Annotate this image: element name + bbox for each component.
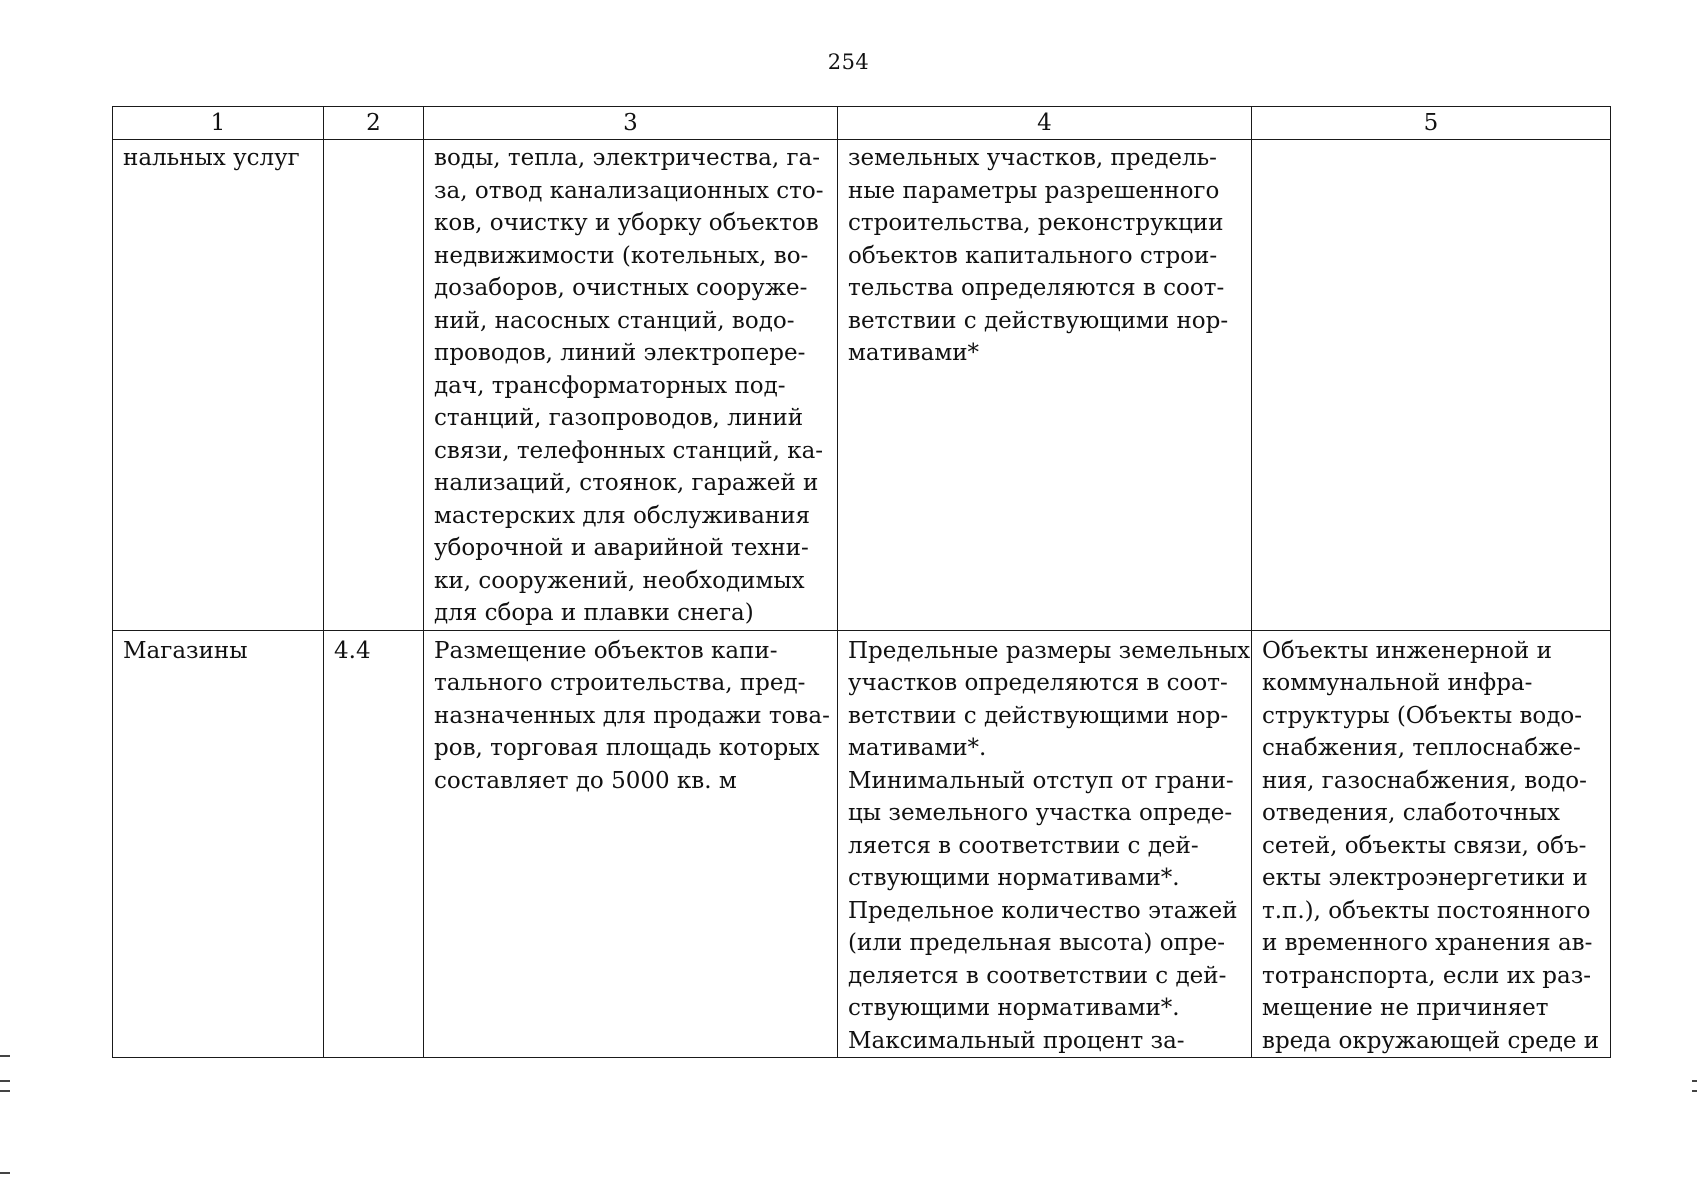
cell-use-name: [113, 140, 324, 631]
cell-text: воды, тепла, электричества, га- за, отвод канализационных сто- ков, очистку и уборку объектов недвижимости (котельных, во- дозаборов, очистных сооруже- ний, насосных станций, водо- проводов, линий электропере- дач, трансформаторных под- станций, газопроводов, линий связи, телефонных станций, ка- нализаций, стоянок, гаражей и мастерских для обслуживания уборочной и аварийной техни- ки, сооружений, необходимых для сбора и плавки снега): [434, 145, 824, 626]
column-header-3: 3: [424, 107, 838, 140]
column-header-5: 5: [1252, 107, 1611, 140]
cell-text: нальных услуг: [123, 145, 300, 171]
column-header-4: 4: [838, 107, 1252, 140]
cell-text: [324, 140, 423, 142]
cell-parameters: [838, 140, 1252, 631]
cell-text: земельных участков, предель- ные параметры разрешенного строительства, реконструкции объектов капитального строи- тельства определяются в соот- ветствии с действующими нор- мативами*: [848, 145, 1229, 366]
scan-margin-mark: [0, 1172, 10, 1174]
scan-margin-mark: [1692, 1090, 1697, 1092]
cell-use-description: [424, 630, 838, 1058]
table-header-row: [113, 107, 1611, 140]
cell-auxiliary-uses: [1252, 630, 1611, 1058]
cell-use-name: [113, 630, 324, 1058]
scan-margin-mark: [0, 1055, 10, 1057]
cell-text: Размещение объектов капи- тального строительства, пред- назначенных для продажи това- ров, торговая площадь которых составляет до 5000 кв. м: [434, 637, 830, 794]
scan-margin-mark: [0, 1090, 10, 1092]
page-number: 254: [827, 50, 870, 74]
column-header-1: 1: [113, 107, 324, 140]
cell-text: Объекты инженерной и коммунальной инфра- структуры (Объекты водо- снабжения, теплоснабже- ния, газоснабжения, водо- отведения, слаботочных сетей, объекты связи, объ- екты электроэнергетики и т.п.), объекты постоянного и временного хранения ав- тотранспорта, если их раз- мещение не причиняет вреда окружающей среде и: [1262, 637, 1600, 1054]
scan-margin-mark: [0, 1080, 10, 1082]
cell-use-code: [324, 140, 424, 631]
table-row: [113, 140, 1611, 631]
cell-auxiliary-uses: [1252, 140, 1611, 631]
cell-text: 4.4: [334, 637, 371, 664]
cell-use-description: [424, 140, 838, 631]
column-header-2: 2: [324, 107, 424, 140]
cell-parameters: [838, 630, 1252, 1058]
cell-text: Магазины: [123, 637, 248, 664]
scan-margin-mark: [1692, 1080, 1697, 1082]
cell-text: Предельные размеры земельных участков определяются в соот- ветствии с действующими нор- мативами*. Минимальный отступ от грани- цы земельного участка опреде- ляется в соответствии с дей- ствующими нормативами*. Предельное количество этажей (или предельная высота) опре- деляется в соответствии с дей- ствующими нормативами*. Максимальный процент за-: [848, 637, 1251, 1054]
cell-text: [1252, 140, 1610, 142]
table-row: [113, 630, 1611, 1058]
regulations-table: [112, 106, 1611, 1058]
cell-use-code: [324, 630, 424, 1058]
